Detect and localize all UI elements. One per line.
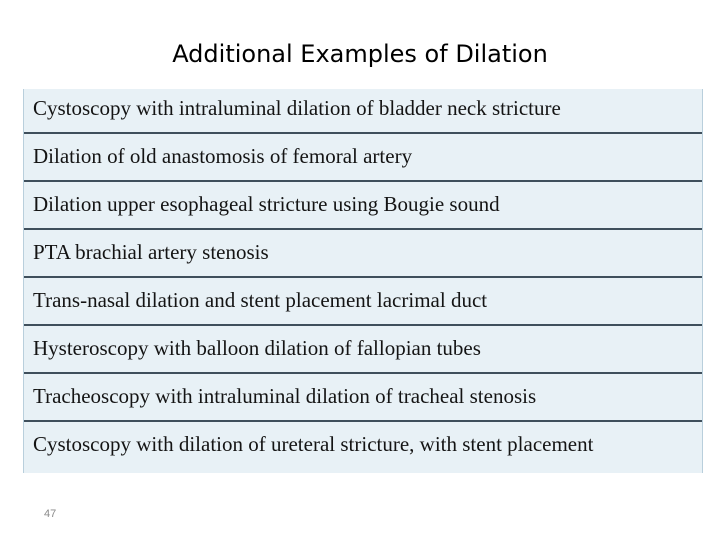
table-cell: Dilation of old anastomosis of femoral artery xyxy=(33,144,413,168)
table-row xyxy=(24,281,702,326)
dilation-examples-table xyxy=(23,89,703,473)
table-row xyxy=(24,185,702,230)
table-cell: Dilation upper esophageal stricture using Bougie sound xyxy=(33,192,500,216)
table-cell: Hysteroscopy with balloon dilation of fallopian tubes xyxy=(33,336,481,360)
table-row xyxy=(24,137,702,182)
table-cell: Tracheoscopy with intraluminal dilation of tracheal stenosis xyxy=(33,384,537,408)
table-cell: Trans-nasal dilation and stent placement lacrimal duct xyxy=(33,288,488,312)
table-cell: PTA brachial artery stenosis xyxy=(33,240,269,264)
table-cell: Cystoscopy with intraluminal dilation of bladder neck stricture xyxy=(33,96,561,120)
table-cell: Cystoscopy with dilation of ureteral stricture, with stent placement xyxy=(33,432,594,456)
slide-title: Additional Examples of Dilation xyxy=(172,40,548,68)
table-row xyxy=(24,377,702,422)
table-row xyxy=(24,329,702,374)
table-row xyxy=(24,233,702,278)
table-row xyxy=(24,425,702,473)
page-number: 47 xyxy=(44,508,57,520)
table-row xyxy=(24,89,702,134)
